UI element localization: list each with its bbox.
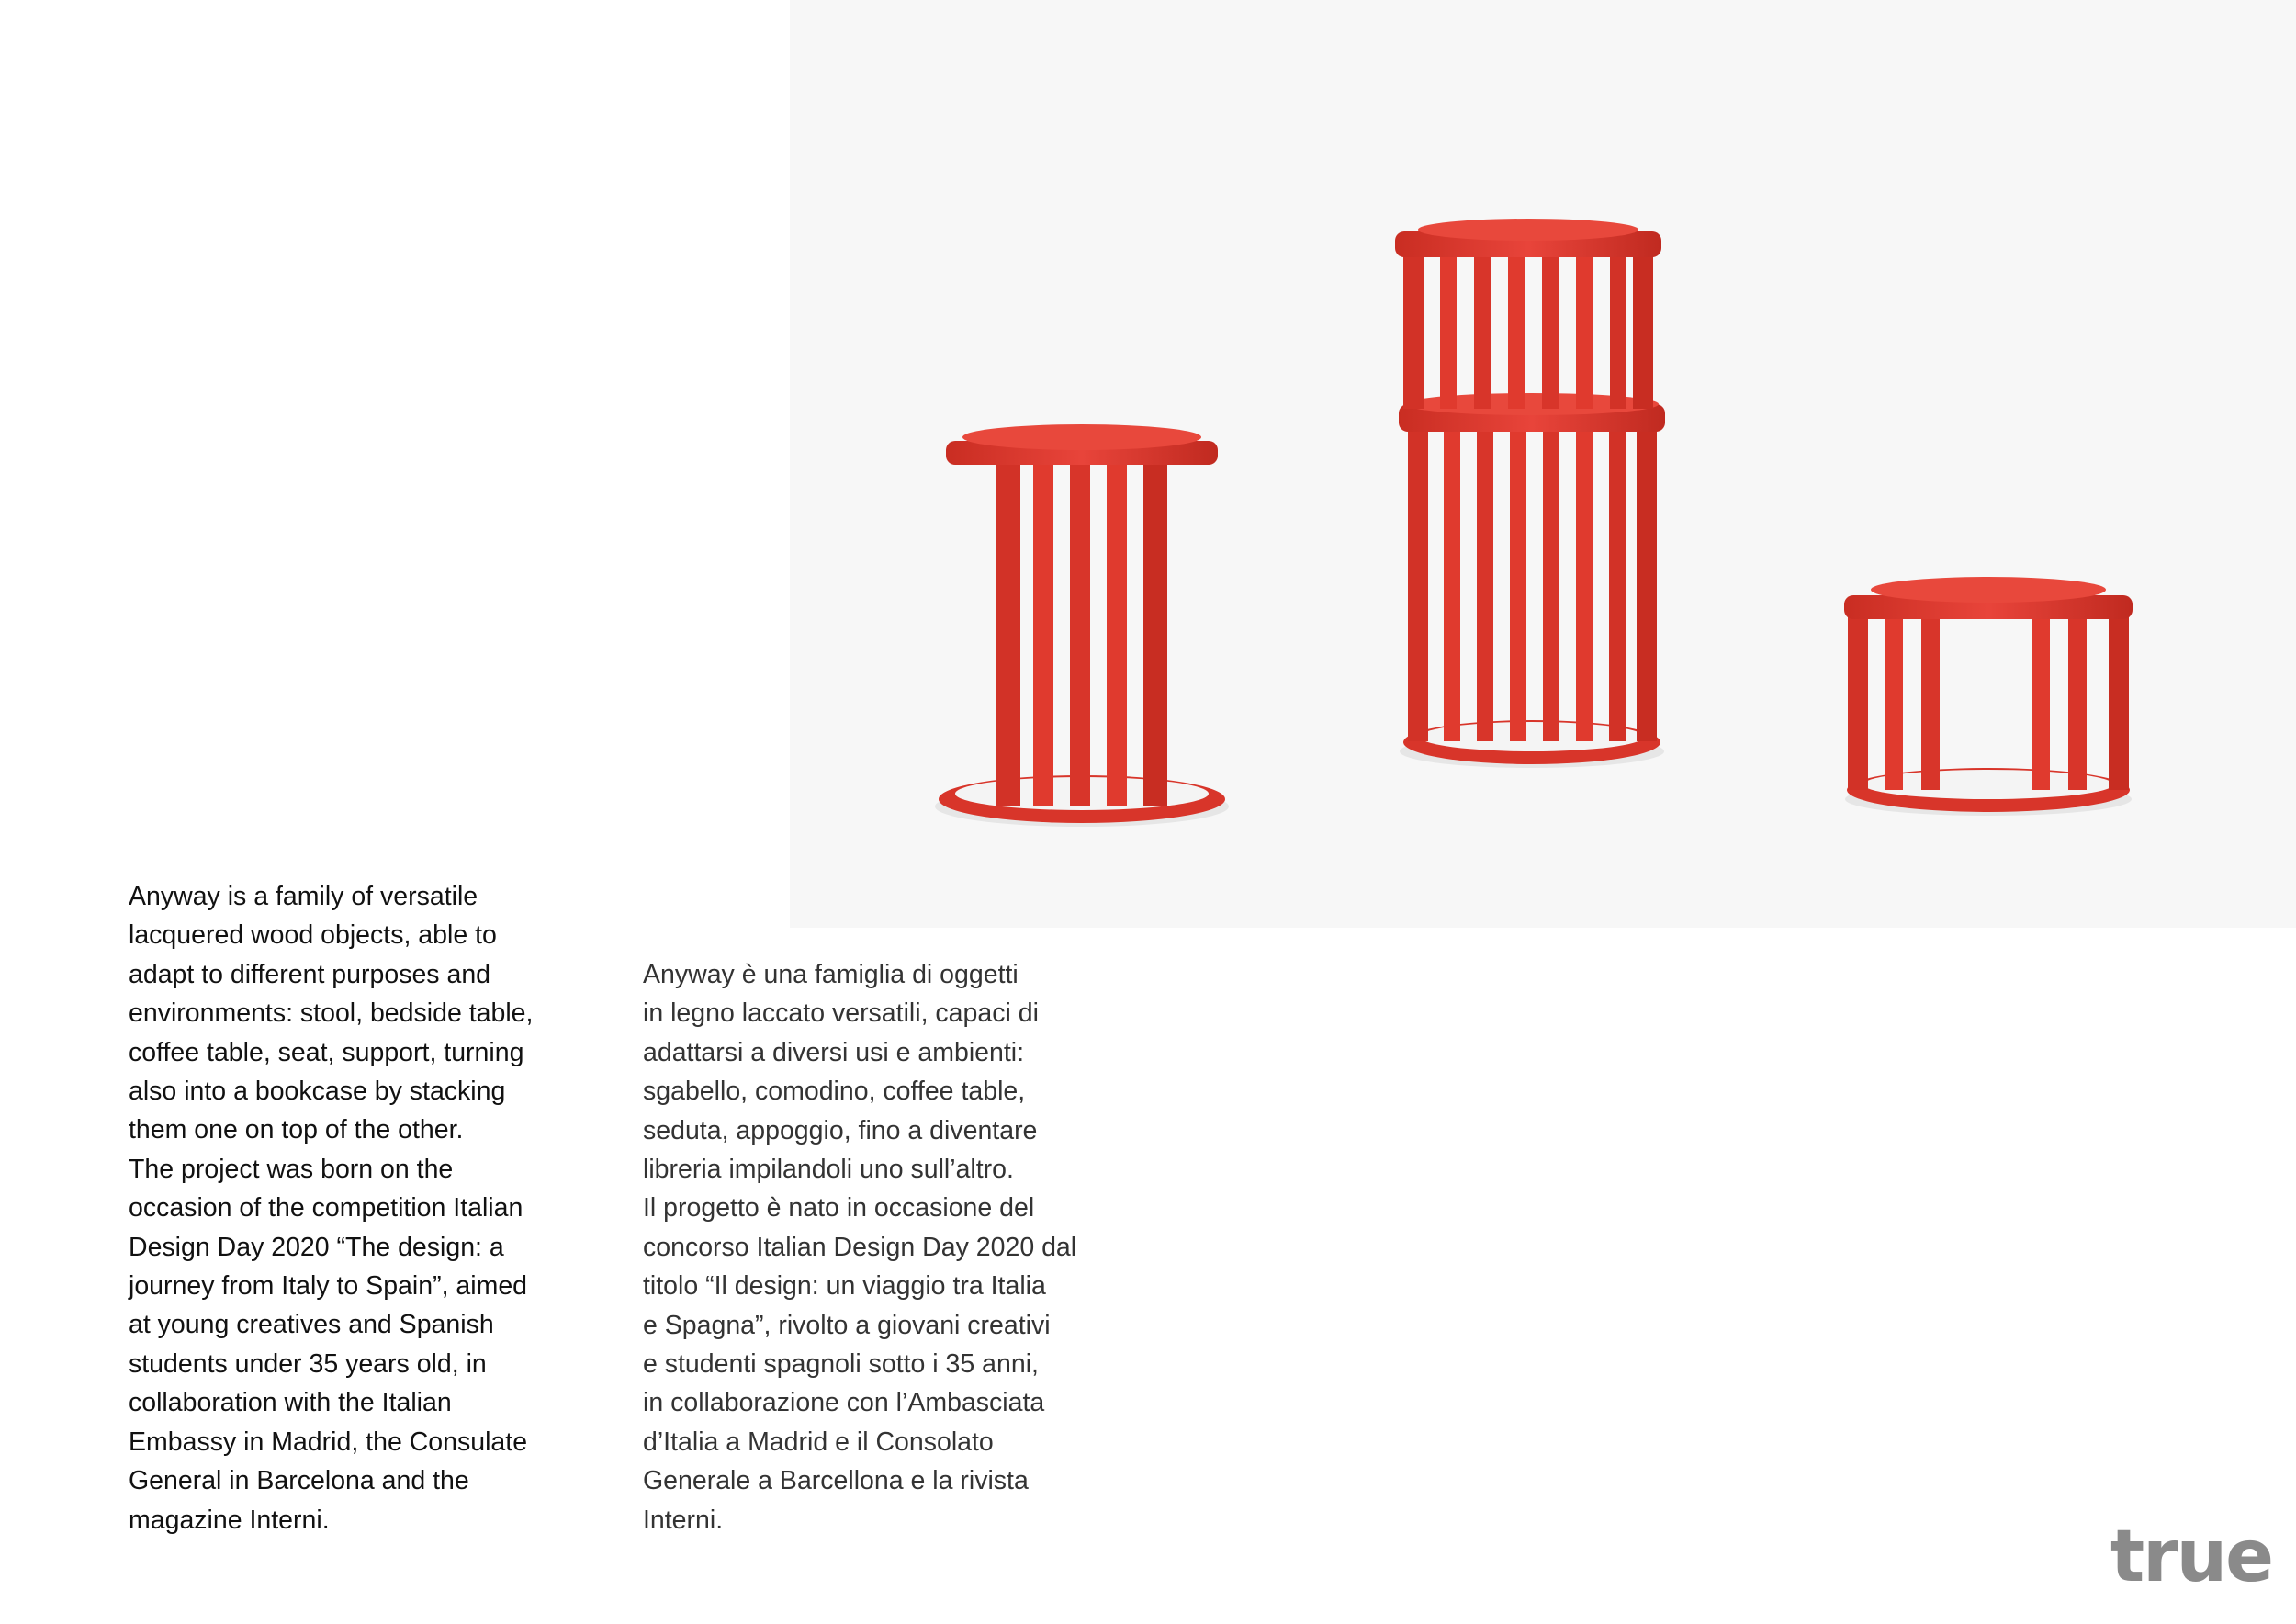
stacked-stools: [1395, 219, 1665, 768]
tall-stool: [935, 424, 1229, 827]
stools-illustration: [790, 0, 2296, 928]
brand-logo: true: [2110, 1516, 2272, 1598]
low-stool: [1844, 577, 2133, 816]
product-photo: [790, 0, 2296, 928]
description-italian: Anyway è una famiglia di oggetti in legno laccato versatili, capaci di adattarsi a diversi usi e ambienti: sgabello, comodino, coffee table, seduta, appoggio, fino a diventare libreria impilandoli uno sull’altro. Il progetto è nato in occasione del concorso Italian Design Day 2020 dal titolo “Il design: un viaggio tra Italia e Spagna”, rivolto a giovani creativi e studenti spagnoli sotto i 35 anni, in collaborazione con l’Ambasciata d’Italia a Madrid e il Consolato Generale a Barcellona e la rivista Interni.: [643, 960, 1077, 1535]
description-english: Anyway is a family of versatile lacquered wood objects, able to adapt to different purposes and environments: stool, bedside table, coffee table, seat, support, turning also into a bookcase by stacking them one on top of the other. The project was born on the occasion of the competition Italian Design Day 2020 “The design: a journey from Italy to Spain”, aimed at young creatives and Spanish students under 35 years old, in collaboration with the Italian Embassy in Madrid, the Consulate General in Barcelona and the magazine Interni.: [129, 882, 534, 1535]
